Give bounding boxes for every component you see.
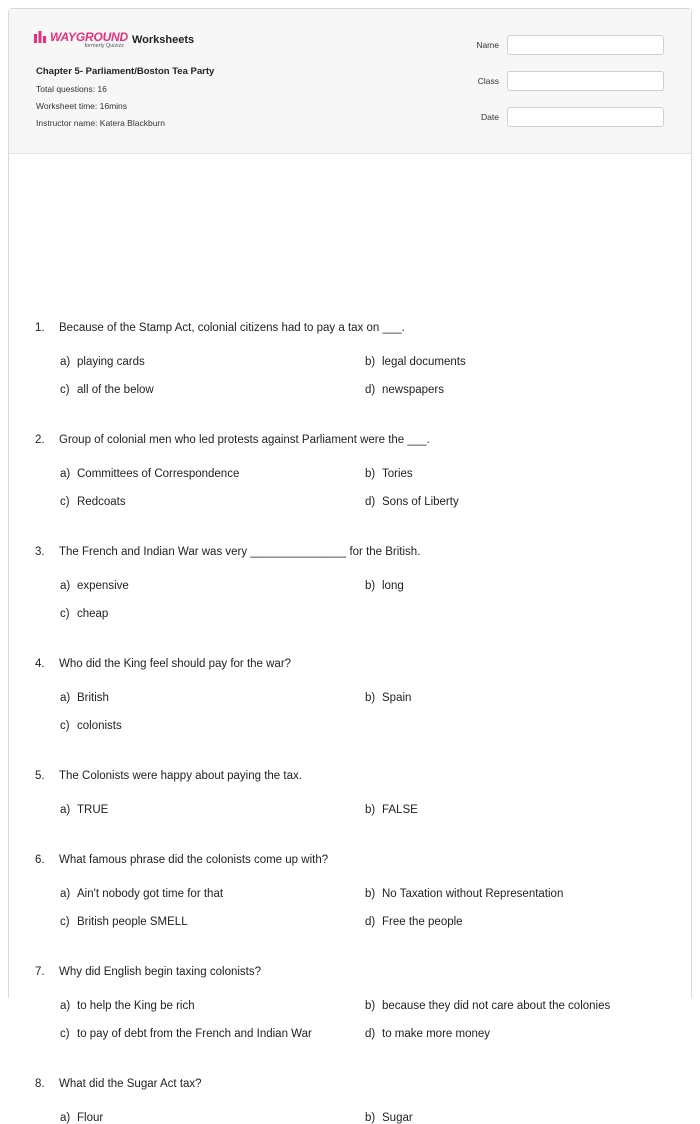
option-letter: a) [60, 1000, 71, 1012]
option-letter: b) [365, 580, 376, 592]
name-label: Name [476, 40, 499, 50]
option-text: Sons of Liberty [382, 496, 459, 508]
option-b [365, 468, 413, 480]
brand [36, 30, 194, 49]
option-b [365, 804, 418, 816]
option-text: colonists [77, 720, 122, 732]
question-text: The Colonists were happy about paying the tax. [59, 770, 302, 782]
option-b [365, 692, 411, 704]
option-letter: b) [365, 1000, 376, 1012]
question-number: 4. [35, 658, 45, 670]
option-letter: c) [60, 496, 70, 508]
option-text: Redcoats [77, 496, 126, 508]
date-field[interactable] [507, 107, 664, 127]
option-d [365, 496, 459, 508]
worksheet-time: Worksheet time: 16mins [36, 101, 128, 111]
name-field-row [454, 34, 664, 56]
student-fields [454, 34, 664, 142]
option-text: playing cards [77, 356, 145, 368]
option-text: cheap [77, 608, 109, 620]
option-letter: a) [60, 1112, 71, 1124]
option-letter: d) [365, 496, 376, 508]
question-number: 8. [35, 1078, 45, 1090]
option-b [365, 888, 563, 900]
option-b [365, 1112, 413, 1124]
option-letter: c) [60, 916, 70, 928]
option-b [365, 1000, 610, 1012]
option-c [60, 384, 154, 396]
worksheet-meta [36, 66, 214, 135]
option-letter: a) [60, 356, 71, 368]
class-field-row [454, 70, 664, 92]
option-text: British [77, 692, 109, 704]
class-field[interactable] [507, 71, 664, 91]
option-text: to help the King be rich [77, 1000, 195, 1012]
option-b [365, 580, 404, 592]
name-field[interactable] [507, 35, 664, 55]
option-letter: b) [365, 888, 376, 900]
option-text: Ain't nobody got time for that [77, 888, 224, 900]
wayground-logo [36, 30, 128, 49]
option-letter: b) [365, 1112, 376, 1124]
question-number: 7. [35, 966, 45, 978]
option-letter: d) [365, 384, 376, 396]
option-text: No Taxation without Representation [382, 888, 564, 900]
option-letter: b) [365, 804, 376, 816]
worksheet-header [9, 9, 691, 154]
option-text: Free the people [382, 916, 463, 928]
option-c [60, 720, 122, 732]
option-b [365, 356, 466, 368]
option-letter: a) [60, 804, 71, 816]
date-label: Date [481, 112, 499, 122]
option-c [60, 1028, 312, 1040]
option-text: to make more money [382, 1028, 491, 1040]
logo-text: WAYGROUND [50, 30, 128, 44]
option-letter: a) [60, 468, 71, 480]
option-text: Tories [382, 468, 413, 480]
question-stem [35, 1078, 202, 1090]
wayground-logo-icon [34, 31, 48, 43]
option-a [60, 1112, 103, 1124]
question-text: What did the Sugar Act tax? [59, 1078, 202, 1090]
question-stem [35, 546, 420, 558]
question-stem [35, 658, 291, 670]
option-d [365, 1028, 490, 1040]
option-text: British people SMELL [77, 916, 188, 928]
question-text: The French and Indian War was very _______________ for the British. [59, 546, 421, 558]
option-letter: c) [60, 384, 70, 396]
option-a [60, 692, 109, 704]
option-text: FALSE [382, 804, 418, 816]
option-letter: b) [365, 692, 376, 704]
question-number: 2. [35, 434, 45, 446]
option-d [365, 916, 463, 928]
option-a [60, 888, 223, 900]
instructor-name: Instructor name: Katera Blackburn [36, 118, 165, 128]
question-number: 3. [35, 546, 45, 558]
question-number: 6. [35, 854, 45, 866]
option-text: newspapers [382, 384, 445, 396]
question-text: What famous phrase did the colonists come up with? [59, 854, 329, 866]
option-letter: d) [365, 916, 376, 928]
class-label: Class [477, 76, 499, 86]
question-number: 1. [35, 322, 45, 334]
option-letter: a) [60, 888, 71, 900]
option-text: to pay of debt from the French and Indian War [77, 1028, 312, 1040]
option-letter: a) [60, 692, 71, 704]
option-c [60, 496, 126, 508]
question-stem [35, 434, 430, 446]
worksheet [8, 8, 692, 1124]
option-letter: b) [365, 468, 376, 480]
option-a [60, 356, 145, 368]
option-text: TRUE [77, 804, 109, 816]
date-field-row [454, 106, 664, 128]
question-text: Who did the King feel should pay for the war? [59, 658, 292, 670]
option-a [60, 804, 108, 816]
option-letter: d) [365, 1028, 376, 1040]
option-c [60, 608, 108, 620]
option-text: all of the below [77, 384, 154, 396]
question-text: Why did English begin taxing colonists? [59, 966, 262, 978]
option-letter: b) [365, 356, 376, 368]
option-letter: c) [60, 720, 70, 732]
option-a [60, 1000, 195, 1012]
question-text: Because of the Stamp Act, colonial citizens had to pay a tax on ___. [59, 322, 405, 334]
option-letter: a) [60, 580, 71, 592]
option-c [60, 916, 188, 928]
option-text: Committees of Correspondence [77, 468, 240, 480]
option-text: expensive [77, 580, 129, 592]
total-questions: Total questions: 16 [36, 84, 107, 94]
question-stem [35, 966, 261, 978]
question-stem [35, 854, 328, 866]
option-text: Sugar [382, 1112, 413, 1124]
question-stem [35, 770, 302, 782]
question-number: 5. [35, 770, 45, 782]
option-letter: c) [60, 1028, 70, 1040]
question-text: Group of colonial men who led protests against Parliament were the ___. [59, 434, 430, 446]
option-text: legal documents [382, 356, 466, 368]
option-text: because they did not care about the colonies [382, 1000, 611, 1012]
worksheet-title: Chapter 5- Parliament/Boston Tea Party [36, 66, 215, 77]
option-letter: c) [60, 608, 70, 620]
logo-subtitle: formerly Quizizz [84, 43, 124, 49]
option-text: long [382, 580, 404, 592]
option-d [365, 384, 444, 396]
question-stem [35, 322, 405, 334]
option-a [60, 468, 239, 480]
option-text: Spain [382, 692, 412, 704]
product-name: Worksheets [132, 34, 195, 46]
option-a [60, 580, 129, 592]
option-text: Flour [77, 1112, 104, 1124]
